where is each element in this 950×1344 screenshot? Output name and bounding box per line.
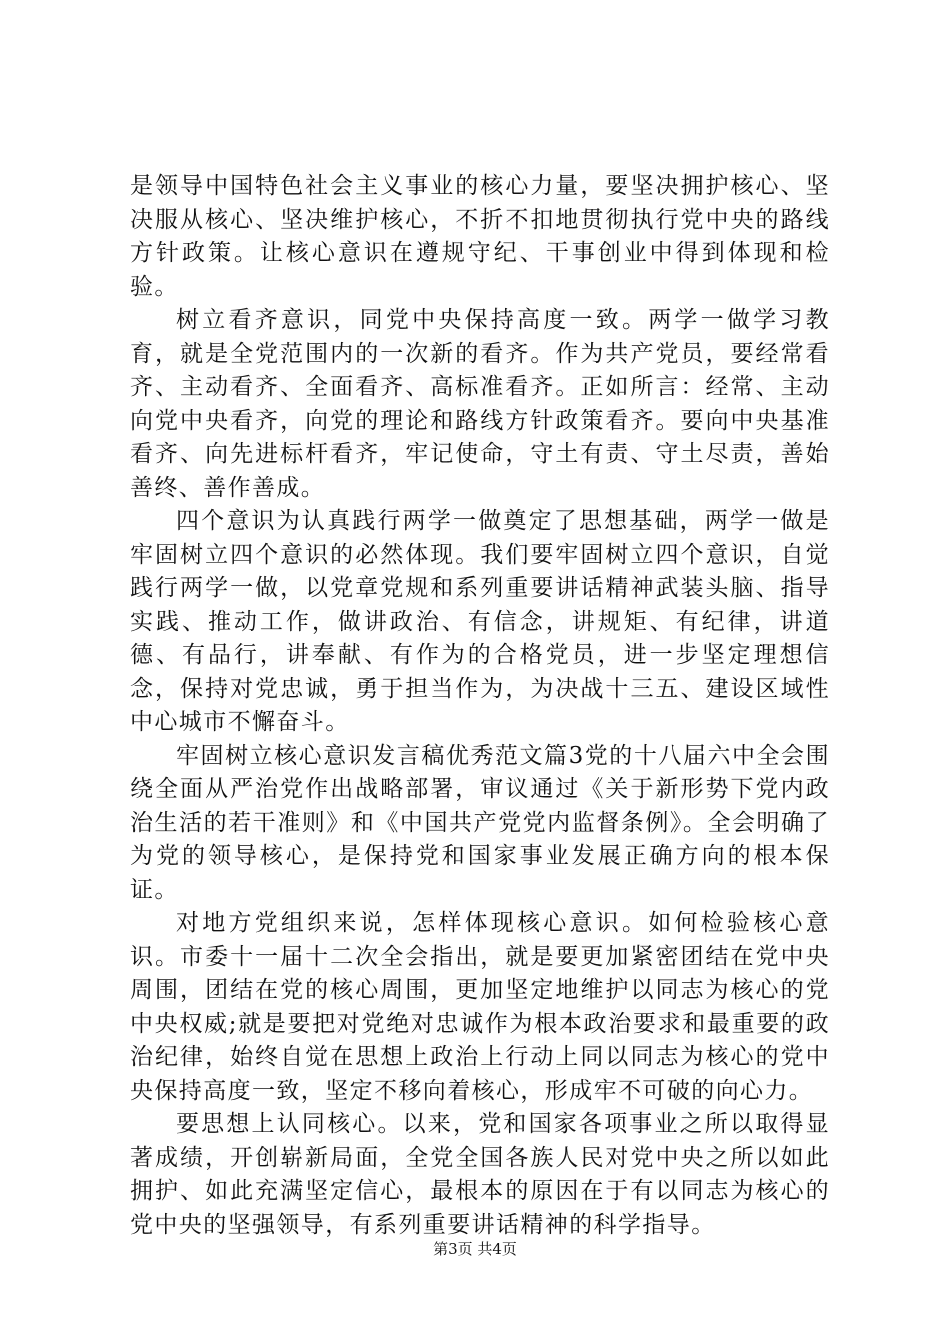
paragraph-3: 四个意识为认真践行两学一做奠定了思想基础，两学一做是牢固树立四个意识的必然体现。我们要牢固树立四个意识，自觉践行两学一做，以党章党规和系列重要讲话精神武装头脑、指导实践、推动工作，做讲政治、有信念，讲规矩、有纪律，讲道德、有品行，讲奉献、有作为的合格党员，进一步坚定理想信念，保持对党忠诚，勇于担当作为，为决战十三五、建设区域性中心城市不懈奋斗。 — [130, 508, 830, 735]
paragraph-6: 要思想上认同核心。以来，党和国家各项事业之所以取得显著成绩，开创崭新局面，全党全国各族人民对党中央之所以如此拥护、如此充满坚定信心，最根本的原因在于有以同志为核心的党中央的坚强领导，有系列重要讲话精神的科学指导。 — [130, 1111, 830, 1238]
document-body — [130, 170, 830, 1242]
paragraph-4: 牢固树立核心意识发言稿优秀范文篇3党的十八届六中全会围绕全面从严治党作出战略部署，审议通过《关于新形势下党内政治生活的若干准则》和《中国共产党党内监督条例》。全会明确了为党的领导核心，是保持党和国家事业发展正确方向的根本保证。 — [130, 742, 830, 903]
paragraph-1: 是领导中国特色社会主义事业的核心力量，要坚决拥护核心、坚决服从核心、坚决维护核心，不折不扣地贯彻执行党中央的路线方针政策。让核心意识在遵规守纪、干事创业中得到体现和检验。 — [130, 173, 830, 300]
page-number-footer: 第3页 共4页 — [433, 1240, 517, 1258]
paragraph-2: 树立看齐意识，同党中央保持高度一致。两学一做学习教育，就是全党范围内的一次新的看齐。作为共产党员，要经常看齐、主动看齐、全面看齐、高标准看齐。正如所言：经常、主动向党中央看齐，向党的理论和路线方针政策看齐。要向中央基准看齐、向先进标杆看齐，牢记使命，守土有责、守土尽责，善始善终、善作善成。 — [130, 307, 830, 501]
paragraph-5: 对地方党组织来说，怎样体现核心意识。如何检验核心意识。市委十一届十二次全会指出，就是要更加紧密团结在党中央周围，团结在党的核心周围，更加坚定地维护以同志为核心的党中央权威;就是要把对党绝对忠诚作为根本政治要求和最重要的政治纪律，始终自觉在思想上政治上行动上同以同志为核心的党中央保持高度一致，坚定不移向着核心，形成牢不可破的向心力。 — [130, 910, 830, 1104]
